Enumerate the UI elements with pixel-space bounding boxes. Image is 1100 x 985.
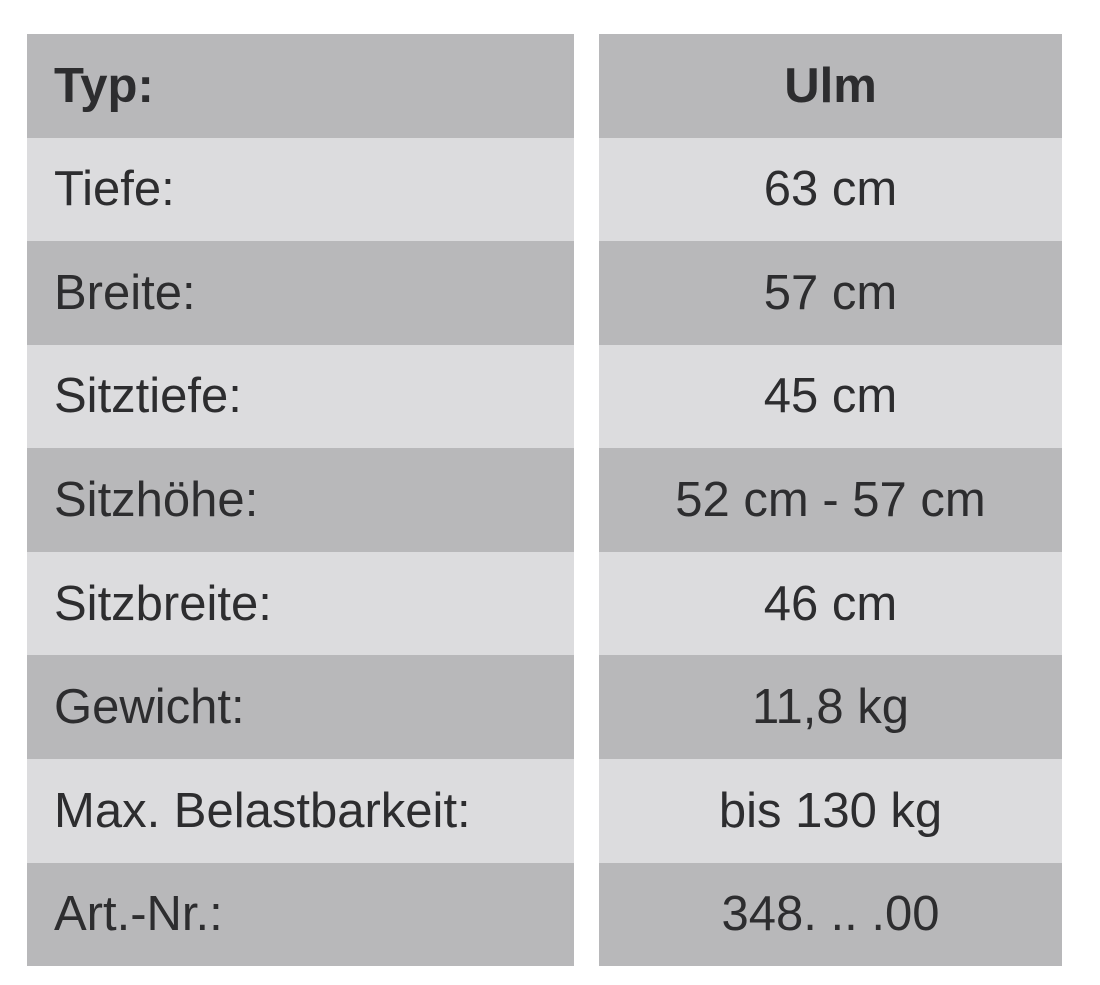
spec-label: Tiefe: <box>27 138 574 242</box>
spec-label: Max. Belastbarkeit: <box>27 759 574 863</box>
spec-label: Sitzhöhe: <box>27 448 574 552</box>
header-value-model: Ulm <box>599 34 1062 138</box>
spec-label: Sitztiefe: <box>27 345 574 449</box>
spec-label: Breite: <box>27 241 574 345</box>
spec-value: 57 cm <box>599 241 1062 345</box>
value-column <box>599 34 1062 966</box>
spec-value: 45 cm <box>599 345 1062 449</box>
spec-table <box>27 34 1062 966</box>
spec-value: 63 cm <box>599 138 1062 242</box>
spec-value: 52 cm - 57 cm <box>599 448 1062 552</box>
spec-label: Sitzbreite: <box>27 552 574 656</box>
spec-value: 348. .. .00 <box>599 863 1062 967</box>
spec-value: 11,8 kg <box>599 655 1062 759</box>
header-label-typ: Typ: <box>27 34 574 138</box>
spec-label: Art.-Nr.: <box>27 863 574 967</box>
spec-value: 46 cm <box>599 552 1062 656</box>
spec-label: Gewicht: <box>27 655 574 759</box>
spec-value: bis 130 kg <box>599 759 1062 863</box>
label-column <box>27 34 574 966</box>
